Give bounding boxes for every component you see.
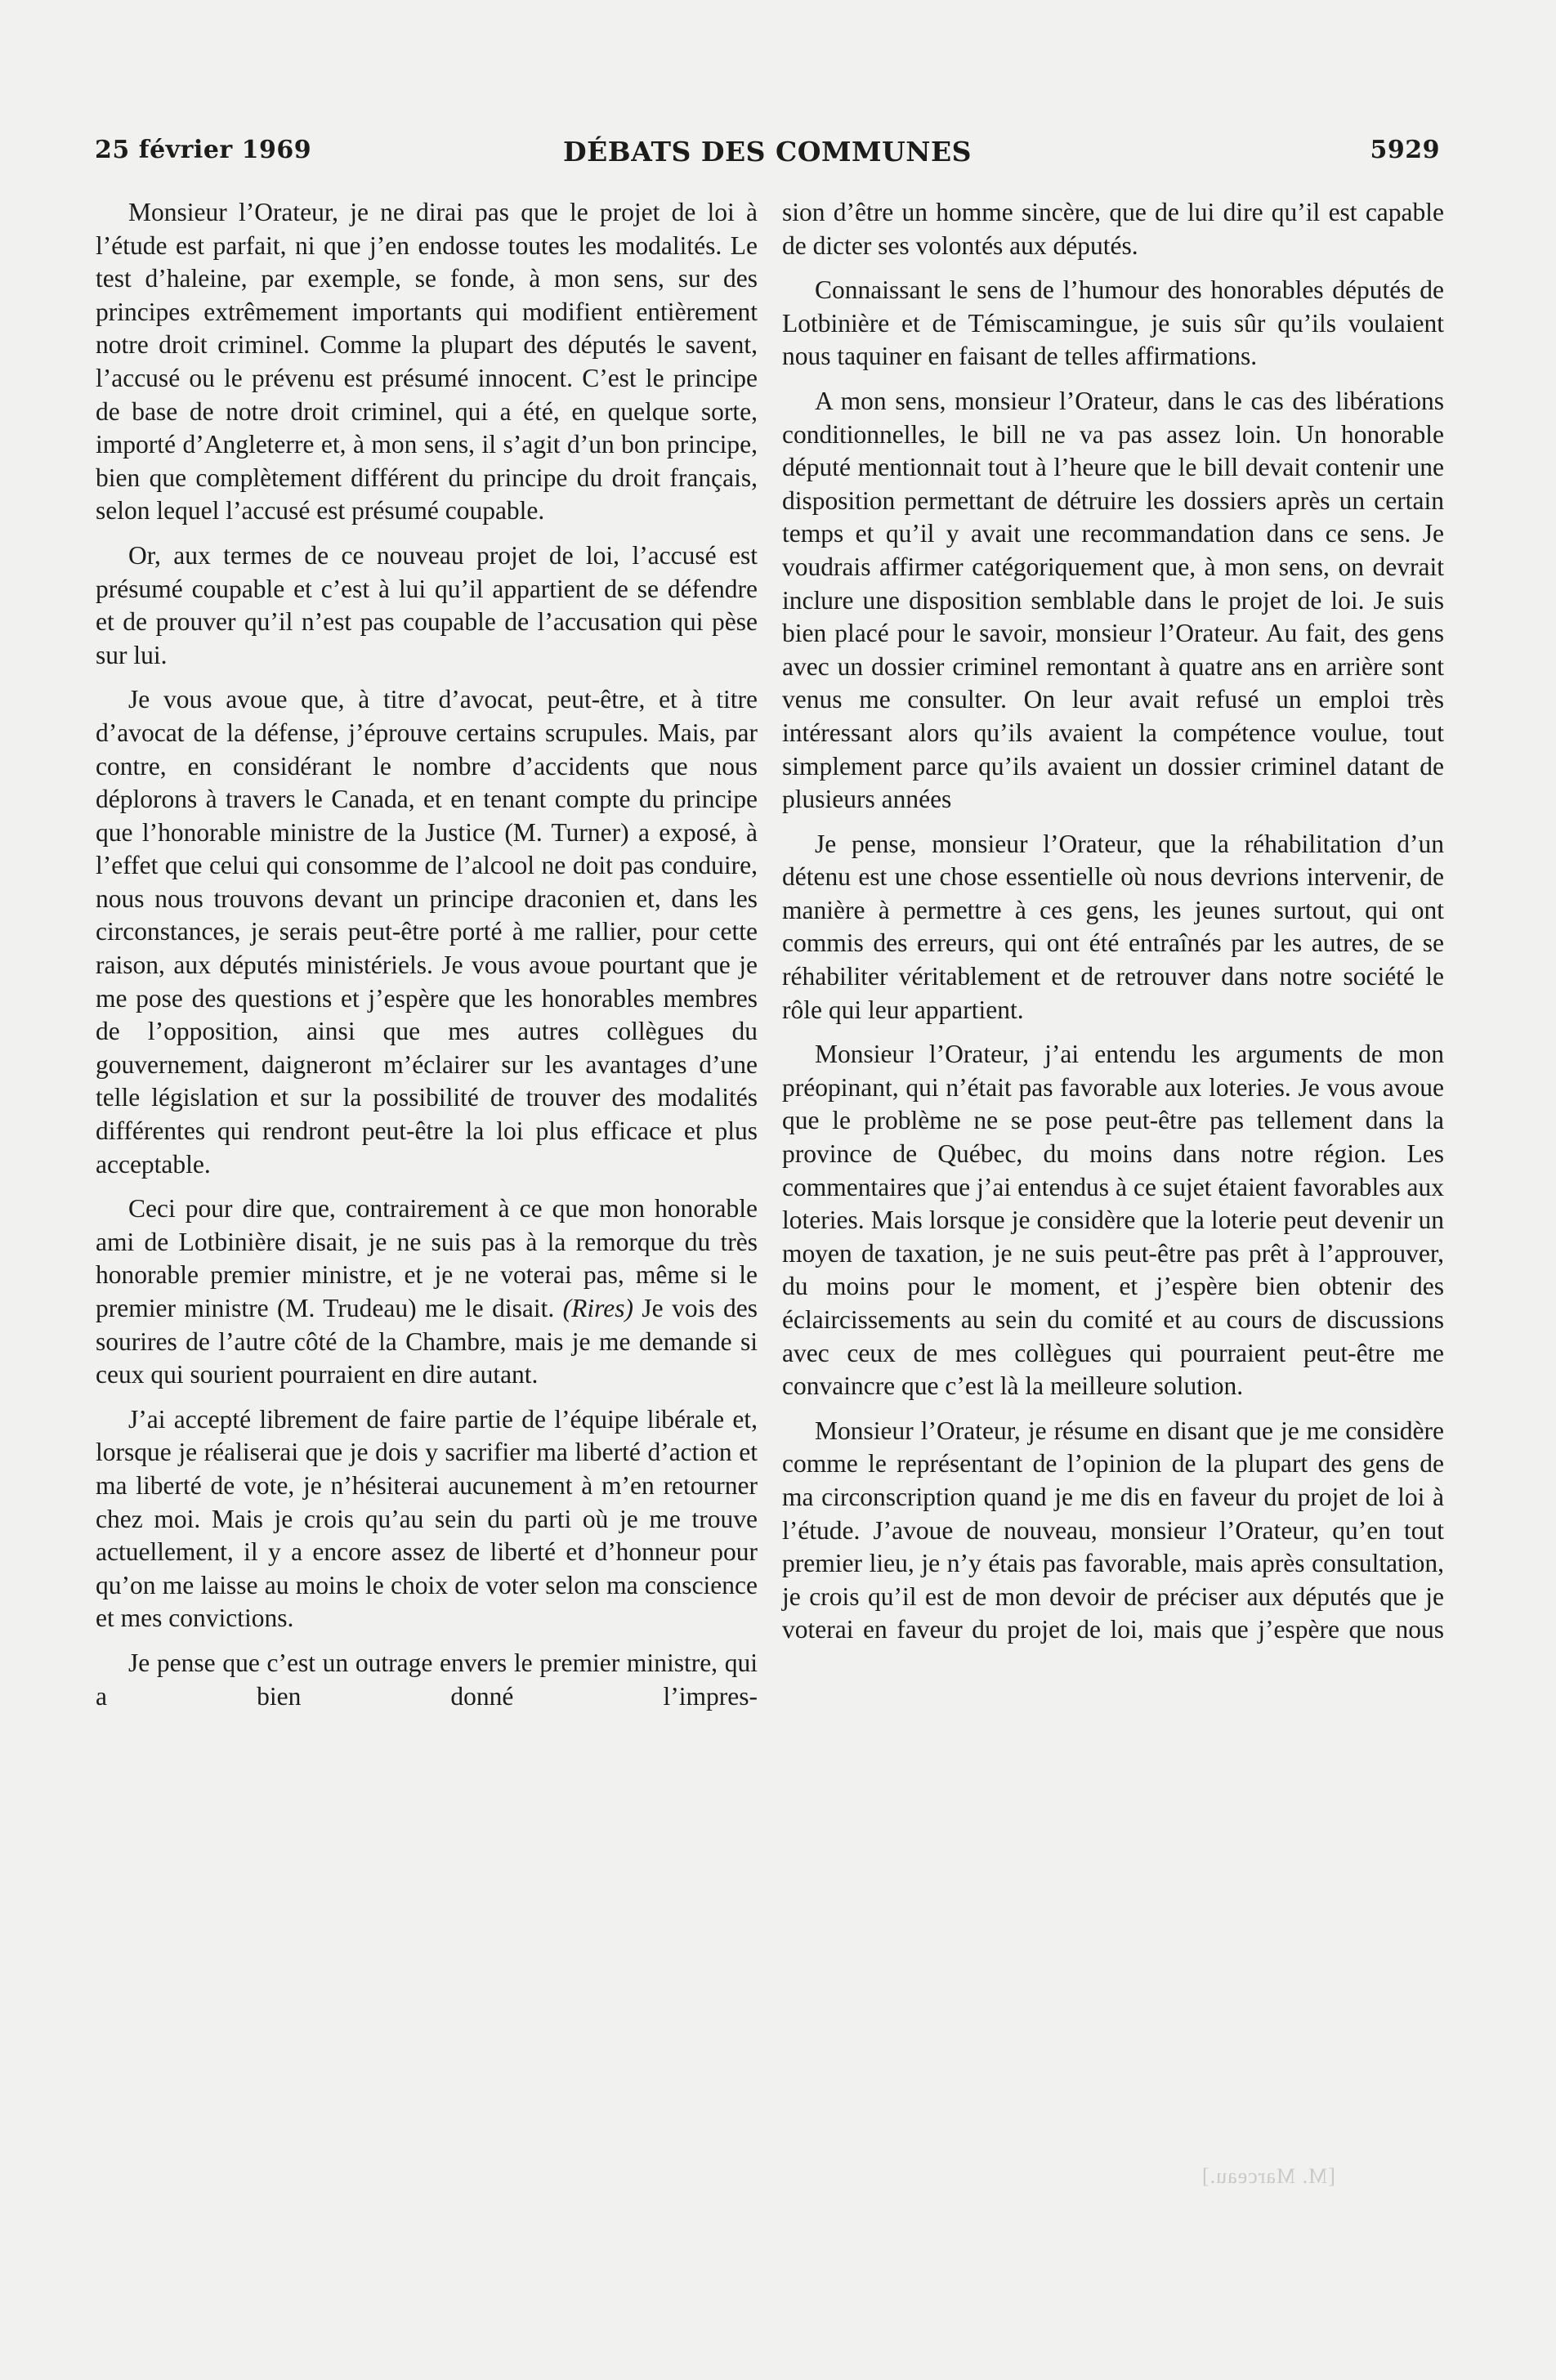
paragraph: Je pense, monsieur l’Orateur, que la réhabilitation d’un détenu est une chose essentielle où nous devrions intervenir, de manière à permettre à ces gens, les jeunes surtout, qui ont commis des erreurs, qui ont été entraînés par les autres, de se réhabiliter véritablement et de retrouver dans notre société le rôle qui leur appartient.	[782, 829, 1444, 1024]
left-column	[96, 196, 758, 1725]
paragraph: Monsieur l’Orateur, je ne dirai pas que le projet de loi à l’étude est parfait, ni que j’en endosse toutes les modalités. Le test d’haleine, par exemple, se fonde, à mon sens, sur des principes extrêmement importants qui modifient entièrement notre droit criminel. Comme la plupart des députés le savent, l’accusé ou le prévenu est présumé innocent. C’est le principe de base de notre droit criminel, qui a été, en quelque sorte, importé d’Angleterre et, à mon sens, il s’agit d’un bon principe, bien que complètement différent du principe du droit français, selon lequel l’accusé est présumé coupable.	[96, 198, 758, 526]
paragraph: Je pense que c’est un outrage envers le premier ministre, qui a bien donné l’impres-	[96, 1648, 758, 1711]
paragraph	[96, 1192, 758, 1392]
header-page-number: 5929	[1370, 136, 1440, 164]
running-head	[95, 136, 1440, 168]
paragraph: Monsieur l’Orateur, j’ai entendu les arguments de mon préopinant, qui n’était pas favorable aux loteries. Je vous avoue que le problème ne se pose peut-être pas tellement dans la province de Québec, du moins dans notre région. Les commentaires que j’ai entendus à ce sujet étaient favorables aux loteries. Mais lorsque je considère que la loterie peut devenir un moyen de taxation, je ne suis peut-être pas prêt à l’approuver, du moins pour le moment, et j’espère bien obtenir des éclaircissements au sein du comité et au cours de discussions avec ceux de mes collègues qui pourraient peut-être me convaincre que c’est là la meilleure solution.	[782, 1040, 1444, 1401]
paragraph-text: Je vois des sourires de l’autre côté de la Chambre, mais je me demande si ceux qui sourient pourraient en dire autant.	[96, 1294, 758, 1389]
paragraph-continued: sion d’être un homme sincère, que de lui dire qu’il est capable de dicter ses volontés aux députés.	[782, 198, 1444, 260]
header-title: DÉBATS DES COMMUNES	[563, 136, 972, 168]
paragraph: A mon sens, monsieur l’Orateur, dans le cas des libérations conditionnelles, le bill ne va pas assez loin. Un honorable député mentionnait tout à l’heure que le bill devait contenir une disposition permettant de détruire les dossiers après un certain temps et qu’il y avait une recommandation dans ce sens. Je voudrais affirmer catégoriquement que, à mon sens, on devrait inclure une disposition semblable dans le projet de loi. Je suis bien placé pour le savoir, monsieur l’Orateur. Au fait, des gens avec un dossier criminel remontant à quatre ans en arrière sont venus me consulter. On leur avait refusé un emploi très intéressant alors qu’ils avaient la compétence voulue, tout simplement parce qu’ils avaient un dossier criminel datant de plusieurs années	[782, 386, 1444, 814]
paragraph: Or, aux termes de ce nouveau projet de loi, l’accusé est présumé coupable et c’est à lui qu’il appartient de se défendre et de prouver qu’il n’est pas coupable de l’accusation qui pèse sur lui.	[96, 540, 758, 669]
rires-italic: (Rires)	[562, 1294, 633, 1322]
paragraph: Je vous avoue que, à titre d’avocat, peut-être, et à titre d’avocat de la défense, j’éprouve certains scrupules. Mais, par contre, en considérant le nombre d’accidents que nous déplorons à travers le Canada, et en tenant compte du principe que l’honorable ministre de la Justice (M. Turner) a exposé, à l’effet que celui qui consomme de l’alcool ne doit pas conduire, nous nous trouvons devant un principe draconien et, dans les circonstances, je serais peut-être porté à me rallier, pour cette raison, aux députés ministériels. Je vous avoue pourtant que je me pose des questions et j’espère que les honorables membres de l’opposition, ainsi que mes autres collègues du gouvernement, daigneront m’éclairer sur les avantages d’une telle législation et sur la possibilité de trouver des modalités différentes qui rendront peut-être la loi plus efficace et plus acceptable.	[96, 685, 758, 1179]
paragraph-text: Ceci pour dire que, contrairement à ce que mon honorable ami de Lotbinière disait, je ne suis pas à la remorque du très honorable premier ministre, et je ne voterai pas, même si le premier ministre (M. Trudeau) me le disait.	[96, 1194, 758, 1322]
bleed-through-stamp: [M. Marceau.]	[1201, 2164, 1335, 2188]
paragraph: Monsieur l’Orateur, je résume en disant que je me considère comme le représentant de l’opinion de la plupart des gens de ma circonscription quand je me dis en faveur du projet de loi à l’étude. J’avoue de nouveau, monsieur l’Orateur, qu’en tout premier lieu, je n’y étais pas favorable, mais après consultation, je crois qu’il est de mon devoir de préciser aux députés que je voterai en faveur du projet de loi, mais que j’espère que nous	[782, 1416, 1444, 1644]
right-column	[782, 196, 1444, 1658]
header-date: 25 février 1969	[95, 136, 312, 164]
paragraph: J’ai accepté librement de faire partie de l’équipe libérale et, lorsque je réaliserai que je dois y sacrifier ma liberté d’action et ma liberté de vote, je n’hésiterai aucunement à m’en retourner chez moi. Mais je crois qu’au sein du parti où je me trouve actuellement, il y a encore assez de liberté et d’honneur pour qu’on me laisse au moins le choix de voter selon ma conscience et mes convictions.	[96, 1404, 758, 1633]
paragraph: Connaissant le sens de l’humour des honorables députés de Lotbinière et de Témiscamingue, je suis sûr qu’ils voulaient nous taquiner en faisant de telles affirmations.	[782, 275, 1444, 371]
